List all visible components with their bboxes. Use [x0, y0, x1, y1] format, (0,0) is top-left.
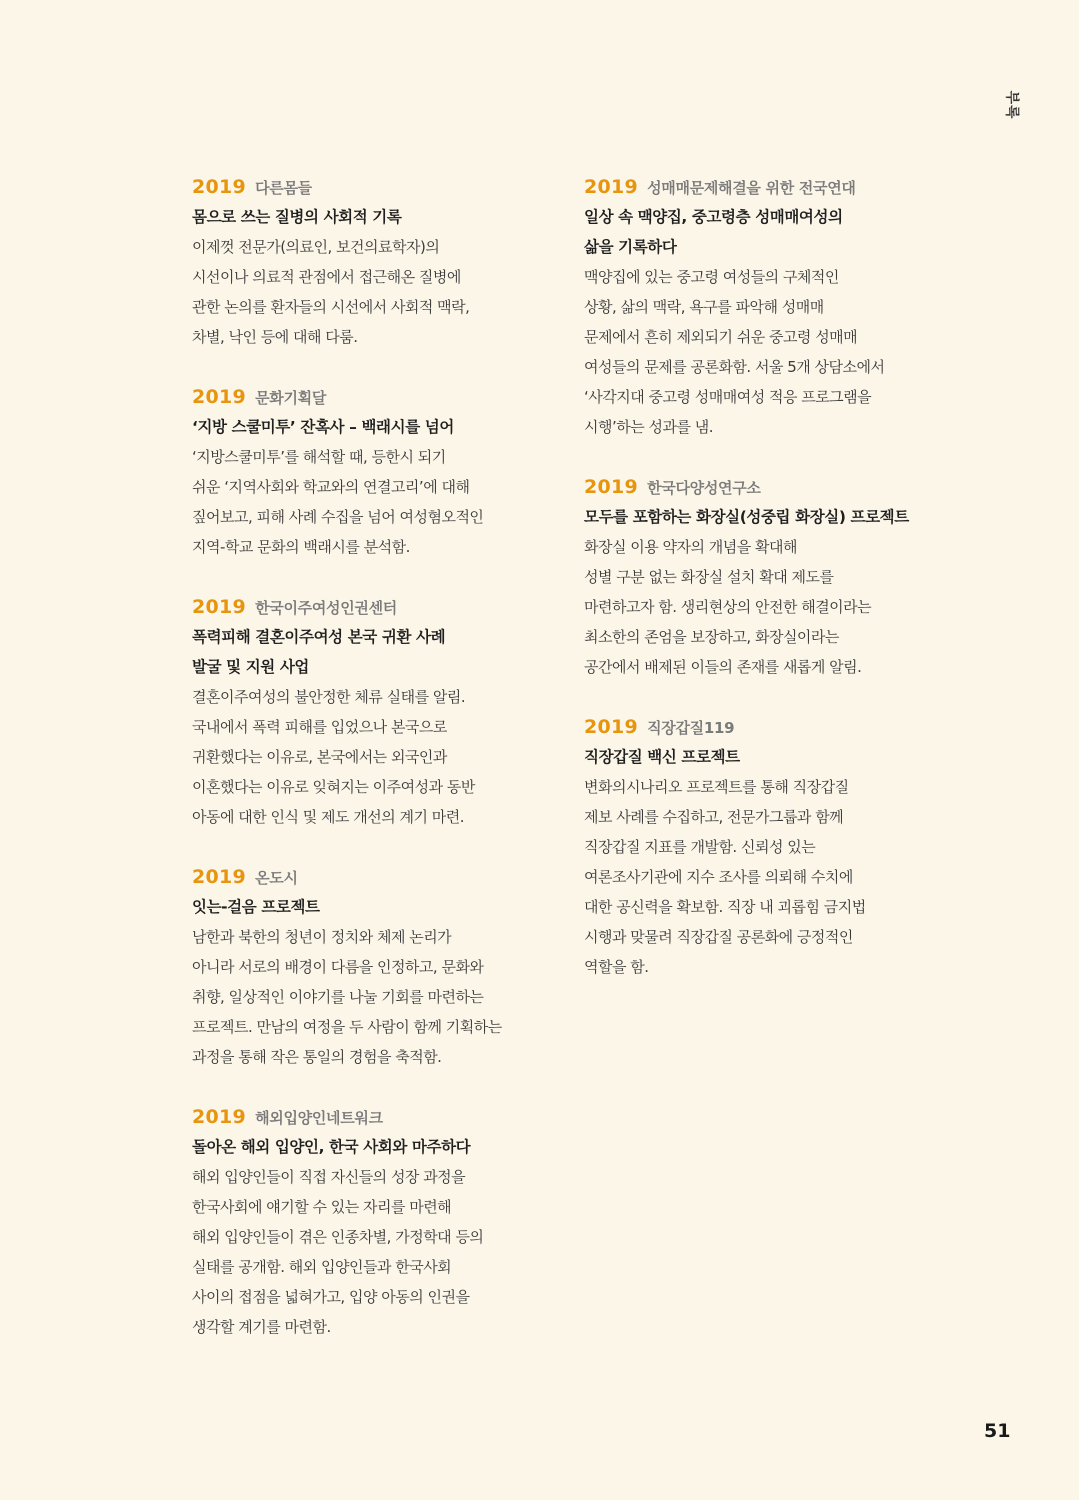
entry-description: 여성들의 문제를 공론화함. 서울 5개 상담소에서: [584, 358, 885, 376]
program-entry: [192, 592, 562, 832]
entry-description: 아니라 서로의 배경이 다름을 인정하고, 문화와: [192, 958, 484, 976]
entry-description: 시행’하는 성과를 냄.: [584, 418, 713, 436]
entry-description: 사이의 접점을 넓혀가고, 입양 아동의 인권을: [192, 1288, 470, 1306]
entry-description: 취향, 일상적인 이야기를 나눌 기회를 마련하는: [192, 988, 484, 1006]
entry-header: [192, 1102, 562, 1132]
entry-description: 대한 공신력을 확보함. 직장 내 괴롭힘 금지법: [584, 898, 866, 916]
entry-description: 아동에 대한 인식 및 제도 개선의 계기 마련.: [192, 808, 464, 826]
entry-organization: 성매매문제해결을 위한 전국연대: [647, 178, 856, 197]
entry-title: 삶을 기록하다: [584, 238, 677, 256]
entry-description: 과정을 통해 작은 통일의 경험을 축적함.: [192, 1048, 442, 1066]
entry-organization: 한국이주여성인권센터: [255, 598, 397, 617]
entry-description: 실태를 공개함. 해외 입양인들과 한국사회: [192, 1258, 452, 1276]
entry-year: 2019: [192, 866, 247, 888]
program-entry: [584, 472, 974, 682]
entry-organization: 다른몸들: [255, 178, 312, 197]
entry-description: 변화의시나리오 프로젝트를 통해 직장갑질: [584, 778, 849, 796]
entry-header: [584, 172, 974, 202]
side-tab: [1002, 86, 1024, 124]
entry-description: 시행과 맞물려 직장갑질 공론화에 긍정적인: [584, 928, 853, 946]
entry-description: 해외 입양인들이 직접 자신들의 성장 과정을: [192, 1168, 466, 1186]
program-entry: [584, 712, 974, 982]
entry-organization: 직장갑질119: [647, 718, 735, 737]
entry-title: 돌아온 해외 입양인, 한국 사회와 마주하다: [192, 1138, 471, 1156]
entry-description: 이제껏 전문가(의료인, 보건의료학자)의: [192, 238, 440, 256]
entry-organization: 문화기획달: [255, 388, 327, 407]
entry-description: 최소한의 존엄을 보장하고, 화장실이라는: [584, 628, 839, 646]
entry-year: 2019: [584, 716, 639, 738]
entry-organization: 한국다양성연구소: [647, 478, 761, 497]
entry-description: 짚어보고, 피해 사례 수집을 넘어 여성혐오적인: [192, 508, 484, 526]
entry-year: 2019: [584, 476, 639, 498]
entry-description: 여론조사기관에 지수 조사를 의뢰해 수치에: [584, 868, 853, 886]
entry-year: 2019: [192, 386, 247, 408]
entry-title: 일상 속 맥양집, 중고령층 성매매여성의: [584, 208, 843, 226]
entry-description: 문제에서 흔히 제외되기 쉬운 중고령 성매매: [584, 328, 858, 346]
entry-year: 2019: [192, 176, 247, 198]
left-column: [192, 172, 562, 1372]
entry-description: 관한 논의를 환자들의 시선에서 사회적 맥락,: [192, 298, 470, 316]
entry-description: 화장실 이용 약자의 개념을 확대해: [584, 538, 797, 556]
entry-description: 성별 구분 없는 화장실 설치 확대 제도를: [584, 568, 834, 586]
entry-header: [192, 862, 562, 892]
entry-description: 프로젝트. 만남의 여정을 두 사람이 함께 기획하는: [192, 1018, 502, 1036]
entry-title: ‘지방 스쿨미투’ 잔혹사 – 백래시를 넘어: [192, 418, 454, 436]
entry-organization: 해외입양인네트워크: [255, 1108, 383, 1127]
entry-description: 맥양집에 있는 중고령 여성들의 구체적인: [584, 268, 839, 286]
entry-description: 제보 사례를 수집하고, 전문가그룹과 함께: [584, 808, 844, 826]
entry-description: 시선이나 의료적 관점에서 접근해온 질병에: [192, 268, 461, 286]
entry-header: [584, 472, 974, 502]
entry-year: 2019: [584, 176, 639, 198]
entry-description: 역할을 함.: [584, 958, 649, 976]
entry-description: 국내에서 폭력 피해를 입었으나 본국으로: [192, 718, 447, 736]
program-entry: [192, 382, 562, 562]
program-entry: [192, 1102, 562, 1342]
right-column: [584, 172, 974, 1012]
entry-description: 직장갑질 지표를 개발함. 신뢰성 있는: [584, 838, 816, 856]
entry-description: 공간에서 배제된 이들의 존재를 새롭게 알림.: [584, 658, 862, 676]
entry-description: 생각할 계기를 마련함.: [192, 1318, 331, 1336]
entry-description: 한국사회에 얘기할 수 있는 자리를 마련해: [192, 1198, 452, 1216]
entry-title: 발굴 및 지원 사업: [192, 658, 310, 676]
entry-description: 상황, 삶의 맥락, 욕구를 파악해 성매매: [584, 298, 824, 316]
entry-description: ‘사각지대 중고령 성매매여성 적응 프로그램을: [584, 388, 872, 406]
page-number: 51: [984, 1420, 1011, 1442]
entry-header: [192, 592, 562, 622]
entry-title: 몸으로 쓰는 질병의 사회적 기록: [192, 208, 402, 226]
entry-description: 해외 입양인들이 겪은 인종차별, 가정학대 등의: [192, 1228, 484, 1246]
entry-organization: 온도시: [255, 868, 298, 887]
entry-description: 차별, 낙인 등에 대해 다룸.: [192, 328, 358, 346]
entry-description: 이혼했다는 이유로 잊혀지는 이주여성과 동반: [192, 778, 475, 796]
entry-description: ‘지방스쿨미투’를 해석할 때, 등한시 되기: [192, 448, 446, 466]
entry-header: [192, 172, 562, 202]
entry-description: 결혼이주여성의 불안정한 체류 실태를 알림.: [192, 688, 466, 706]
program-entry: [192, 172, 562, 352]
entry-description: 쉬운 ‘지역사회와 학교와의 연결고리’에 대해: [192, 478, 470, 496]
entry-description: 귀환했다는 이유로, 본국에서는 외국인과: [192, 748, 447, 766]
program-entry: [584, 172, 974, 442]
entry-year: 2019: [192, 1106, 247, 1128]
entry-header: [192, 382, 562, 412]
entry-header: [584, 712, 974, 742]
entry-title: 모두를 포함하는 화장실(성중립 화장실) 프로젝트: [584, 508, 909, 526]
program-entry: [192, 862, 562, 1072]
entry-description: 남한과 북한의 청년이 정치와 체제 논리가: [192, 928, 452, 946]
entry-year: 2019: [192, 596, 247, 618]
entry-title: 직장갑질 백신 프로젝트: [584, 748, 740, 766]
side-tab-label: 부록: [1004, 90, 1020, 120]
entry-description: 마련하고자 함. 생리현상의 안전한 해결이라는: [584, 598, 872, 616]
entry-title: 잇는-걸음 프로젝트: [192, 898, 320, 916]
entry-title: 폭력피해 결혼이주여성 본국 귀환 사례: [192, 628, 446, 646]
entry-description: 지역-학교 문화의 백래시를 분석함.: [192, 538, 410, 556]
